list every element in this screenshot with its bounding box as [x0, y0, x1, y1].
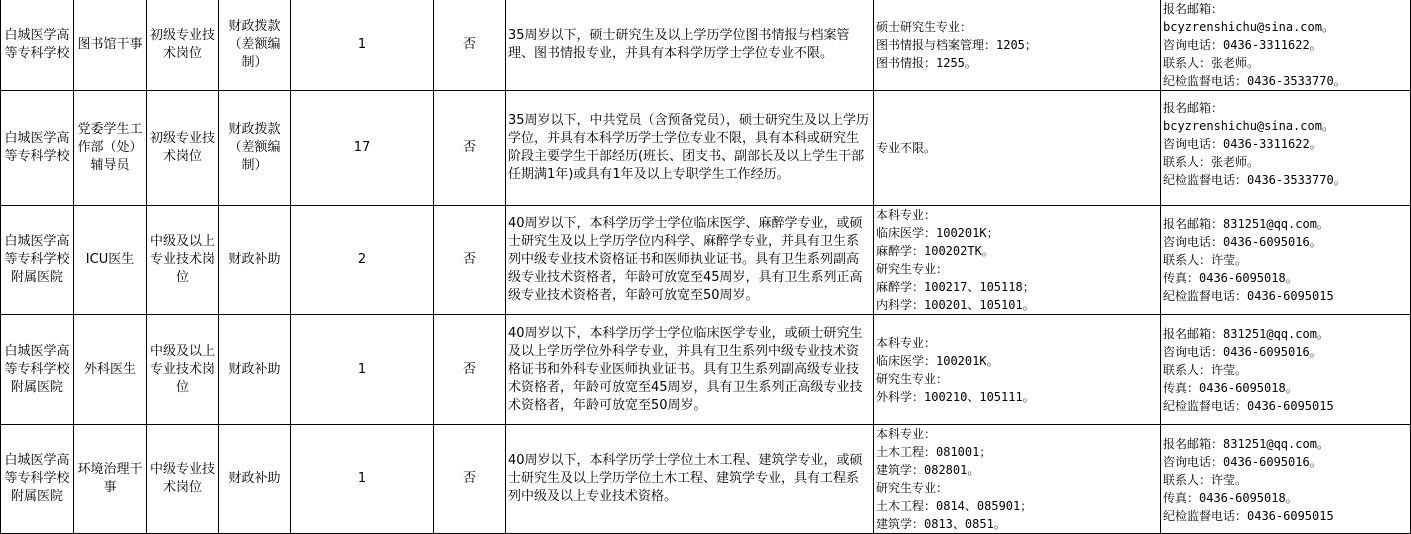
major-cell	[874, 206, 1161, 315]
flag-cell: 否	[434, 91, 506, 206]
contact-cell	[1161, 91, 1411, 206]
flag-cell: 否	[434, 0, 506, 91]
contact-line: 报名邮箱：	[1163, 0, 1408, 18]
major-line: 麻醉学：100202TK。	[876, 242, 1158, 260]
category-cell: 初级专业技术岗位	[147, 91, 219, 206]
count-cell: 2	[291, 206, 434, 315]
count-cell: 1	[291, 0, 434, 91]
funding-cell: 财政补助	[219, 206, 291, 315]
major-line: 建筑学：0813、0851。	[876, 515, 1158, 533]
contact-line: 联系人：许莹。	[1163, 361, 1408, 379]
requirements-cell: 35周岁以下，中共党员（含预备党员），硕士研究生及以上学历学位，并具有本科学历学士学位专业不限，具有本科或研究生阶段主要学生干部经历(班长、团支书、副部长及以上学生干部任期满1年)或具有1年及以上专职学生工作经历。	[506, 91, 874, 206]
position-cell: 图书馆干事	[74, 0, 147, 91]
major-line: 麻醉学：100217、105118；	[876, 278, 1158, 296]
major-line: 本科专业：	[876, 425, 1158, 443]
major-line: 图书情报：1255。	[876, 54, 1158, 72]
position-cell: 环境治理干事	[74, 425, 147, 534]
major-line: 外科学：100210、105111。	[876, 388, 1158, 406]
major-line: 研究生专业：	[876, 479, 1158, 497]
requirements-cell: 40周岁以下，本科学历学士学位土木工程、建筑学专业，或硕士研究生及以上学历学位土木工程、建筑学专业，具有工程系列中级及以上专业技术资格。	[506, 425, 874, 534]
contact-line: 传真：0436-6095018。	[1163, 489, 1408, 507]
requirements-cell: 40周岁以下，本科学历学士学位临床医学专业，或硕士研究生及以上学历学位外科学专业，并具有卫生系列中级专业技术资格证书和外科专业医师执业证书。具有卫生系列副高级专业技术资格者，年龄可放宽至45周岁，具有卫生系列正高级专业技术资格者，年龄可放宽至50周岁。	[506, 315, 874, 425]
major-cell	[874, 425, 1161, 534]
contact-line: 咨询电话：0436-3311622。	[1163, 135, 1408, 153]
major-line: 建筑学：082801。	[876, 461, 1158, 479]
contact-line: 联系人：张老师。	[1163, 153, 1408, 171]
contact-line: 传真：0436-6095018。	[1163, 379, 1408, 397]
table-row	[1, 425, 1411, 534]
major-line: 土木工程：0814、085901；	[876, 497, 1158, 515]
count-cell: 1	[291, 315, 434, 425]
contact-line: 报名邮箱：	[1163, 99, 1408, 117]
major-line: 硕士研究生专业：	[876, 18, 1158, 36]
contact-cell	[1161, 0, 1411, 91]
unit-cell: 白城医学高等专科学校	[1, 0, 74, 91]
contact-line: bcyzrenshichu@sina.com。	[1163, 18, 1408, 36]
contact-line: 纪检监督电话：0436-6095015	[1163, 507, 1408, 525]
contact-cell	[1161, 206, 1411, 315]
contact-line: 纪检监督电话：0436-6095015	[1163, 287, 1408, 305]
major-cell	[874, 91, 1161, 206]
table-row	[1, 91, 1411, 206]
count-cell: 1	[291, 425, 434, 534]
funding-cell: 财政拨款（差额编制）	[219, 0, 291, 91]
flag-cell: 否	[434, 206, 506, 315]
requirements-cell: 40周岁以下，本科学历学士学位临床医学、麻醉学专业，或硕士研究生及以上学历学位内科学、麻醉学专业，并具有卫生系列中级专业技术资格证书和医师执业证书。具有卫生系列副高级专业技术资格者，年龄可放宽至45周岁，具有卫生系列正高级专业技术资格者，年龄可放宽至50周岁。	[506, 206, 874, 315]
flag-cell: 否	[434, 315, 506, 425]
contact-line: 联系人：许莹。	[1163, 251, 1408, 269]
major-line: 土木工程：081001；	[876, 443, 1158, 461]
contact-line: 咨询电话：0436-3311622。	[1163, 36, 1408, 54]
contact-line: 纪检监督电话：0436-3533770。	[1163, 72, 1408, 90]
table-row	[1, 0, 1411, 91]
contact-line: 咨询电话：0436-6095016。	[1163, 453, 1408, 471]
funding-cell: 财政补助	[219, 425, 291, 534]
contact-line: 联系人：张老师。	[1163, 54, 1408, 72]
major-line: 临床医学：100201K；	[876, 224, 1158, 242]
position-cell: 党委学生工作部（处）辅导员	[74, 91, 147, 206]
unit-cell: 白城医学高等专科学校附属医院	[1, 315, 74, 425]
funding-cell: 财政补助	[219, 315, 291, 425]
major-line: 图书情报与档案管理：1205；	[876, 36, 1158, 54]
table-row	[1, 206, 1411, 315]
table-row	[1, 315, 1411, 425]
contact-line: 报名邮箱：831251@qq.com。	[1163, 325, 1408, 343]
contact-line: 报名邮箱：831251@qq.com。	[1163, 215, 1408, 233]
contact-line: 纪检监督电话：0436-6095015	[1163, 397, 1408, 415]
contact-line: bcyzrenshichu@sina.com。	[1163, 117, 1408, 135]
category-cell: 中级专业技术岗位	[147, 425, 219, 534]
funding-cell: 财政拨款（差额编制）	[219, 91, 291, 206]
unit-cell: 白城医学高等专科学校附属医院	[1, 425, 74, 534]
major-line: 本科专业：	[876, 206, 1158, 224]
count-cell: 17	[291, 91, 434, 206]
contact-line: 报名邮箱：831251@qq.com。	[1163, 435, 1408, 453]
category-cell: 中级及以上专业技术岗位	[147, 315, 219, 425]
contact-line: 咨询电话：0436-6095016。	[1163, 233, 1408, 251]
unit-cell: 白城医学高等专科学校附属医院	[1, 206, 74, 315]
major-line: 研究生专业：	[876, 370, 1158, 388]
major-cell	[874, 0, 1161, 91]
major-line: 临床医学：100201K。	[876, 352, 1158, 370]
category-cell: 中级及以上专业技术岗位	[147, 206, 219, 315]
contact-line: 纪检监督电话：0436-3533770。	[1163, 171, 1408, 189]
flag-cell: 否	[434, 425, 506, 534]
contact-line: 咨询电话：0436-6095016。	[1163, 343, 1408, 361]
position-cell: ICU医生	[74, 206, 147, 315]
unit-cell: 白城医学高等专科学校	[1, 91, 74, 206]
contact-cell	[1161, 315, 1411, 425]
contact-line: 联系人：许莹。	[1163, 471, 1408, 489]
major-line: 内科学：100201、105101。	[876, 296, 1158, 314]
major-line: 本科专业：	[876, 334, 1158, 352]
position-cell: 外科医生	[74, 315, 147, 425]
major-line: 专业不限。	[876, 139, 1158, 157]
contact-line: 传真：0436-6095018。	[1163, 269, 1408, 287]
contact-cell	[1161, 425, 1411, 534]
major-cell	[874, 315, 1161, 425]
requirements-cell: 35周岁以下，硕士研究生及以上学历学位图书情报与档案管理、图书情报专业，并具有本科学历学士学位专业不限。	[506, 0, 874, 91]
major-line: 研究生专业：	[876, 260, 1158, 278]
category-cell: 初级专业技术岗位	[147, 0, 219, 91]
